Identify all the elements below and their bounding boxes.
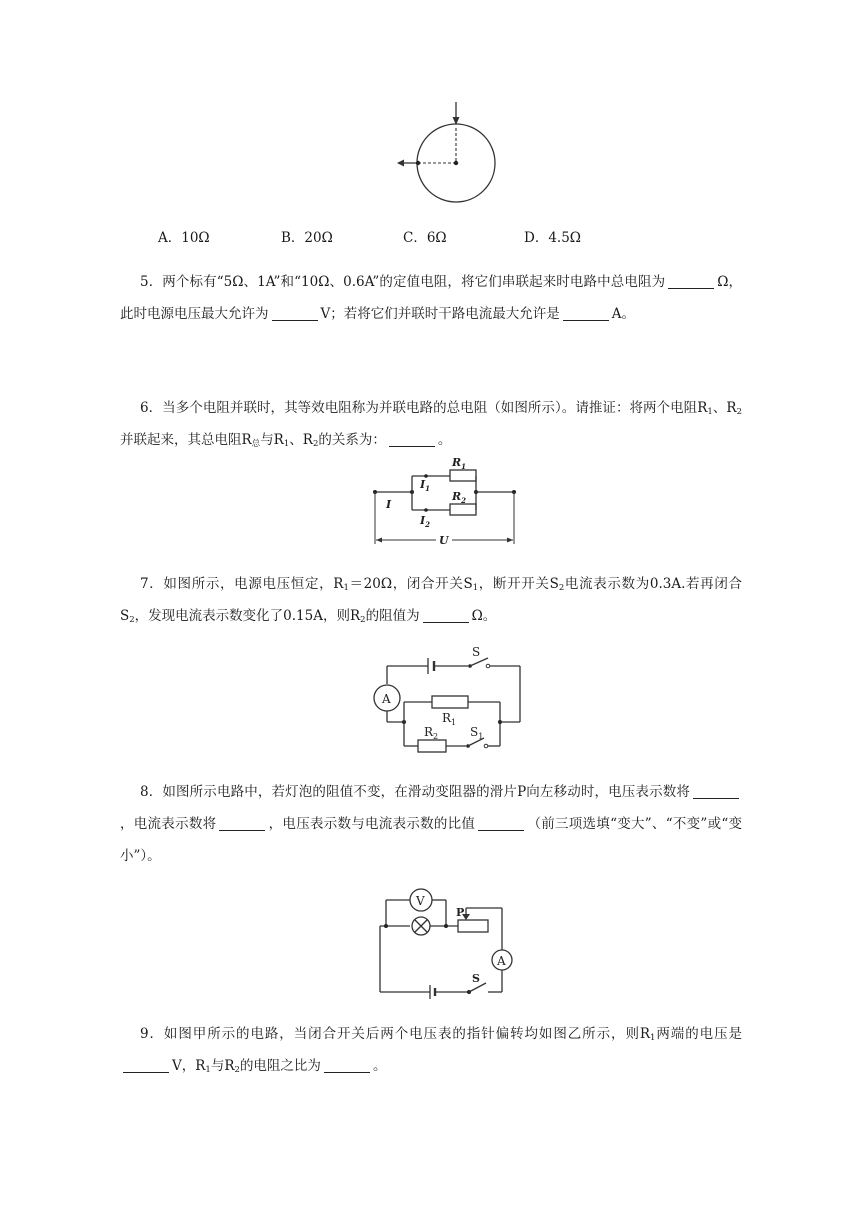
q8-blank-3[interactable] [478, 829, 524, 831]
svg-text:R2: $R_2$ [424, 725, 439, 741]
svg-text:S: S [472, 972, 480, 985]
q5-blank-3[interactable] [563, 319, 609, 321]
svg-text:P: P [456, 906, 465, 919]
q4-option-d: D．4.5Ω [524, 230, 581, 246]
svg-text:R1: $R_1$ [442, 711, 457, 727]
question-9: 9．如图甲所示的电路，当闭合开关后两个电压表的指针偏转均如图乙所示，则$R_1$两端的电压是V，$R_1$与$R_2$的电阻之比为 。 [120, 1018, 742, 1082]
q4-option-a: A．10Ω [158, 230, 210, 246]
question-6: 6．当多个电阻并联时，其等效电阻称为并联电路的总电阻（如图所示）。请推证：将两个电阻$R_1$、$R_2$并联起来，其总电阻$R_总$与$R_1$、$R_2$的关系为： 。 [120, 400, 742, 449]
svg-text:S1: $S_1$ [470, 725, 484, 741]
svg-text:A: A [382, 692, 391, 706]
q4-circle-figure [390, 100, 510, 210]
q9-blank-1[interactable] [123, 1071, 169, 1073]
q9-blank-2[interactable] [324, 1071, 370, 1073]
q4-option-b: B．20Ω [281, 230, 333, 246]
svg-text:U: U [439, 534, 449, 547]
q8-circuit-figure [372, 880, 522, 1000]
q4-option-c: C．6Ω [403, 230, 447, 246]
q5-blank-1[interactable] [668, 287, 714, 289]
q8-blank-2[interactable] [219, 829, 265, 831]
svg-text:I: I [386, 498, 392, 511]
question-8: 8．如图所示电路中，若灯泡的阻值不变，在滑动变阻器的滑片P向左移动时，电压表示数将，电流表示数将 ，电压表示数与电流表示数的比值 （前三项选填“变大”、“不变”或“变小”）。 [120, 784, 743, 864]
q5-blank-2[interactable] [272, 319, 318, 321]
question-7: 7．如图所示，电源电压恒定，$R_1=20\Omega$，闭合开关$S_1$，断开开关$S_2$电流表示数为0.3A.若再闭合$S_2$，发现电流表示数变化了0.15A，则$R_2$的阻值为 Ω。 [120, 576, 742, 625]
q6-parallel-circuit-figure [366, 452, 526, 548]
svg-text:R2: $R_2$ [452, 490, 467, 505]
question-5: 5．两个标有“5Ω、1A”和“10Ω、0.6A”的定值电阻，将它们串联起来时电路中总电阻为 Ω，此时电源电压最大允许为 V；若将它们并联时干路电流最大允许是 A。 [120, 274, 742, 322]
svg-text:I2: $I_2$ [420, 514, 431, 529]
svg-text:V: V [416, 894, 425, 908]
svg-text:S: S [472, 645, 481, 659]
svg-text:I1: $I_1$ [420, 478, 431, 493]
svg-text:R1: $R_1$ [452, 456, 467, 471]
svg-text:A: A [497, 954, 506, 968]
q8-blank-1[interactable] [693, 797, 739, 799]
q6-blank-1[interactable] [389, 445, 435, 447]
q7-circuit-figure [370, 646, 526, 756]
q7-blank-1[interactable] [423, 621, 469, 623]
